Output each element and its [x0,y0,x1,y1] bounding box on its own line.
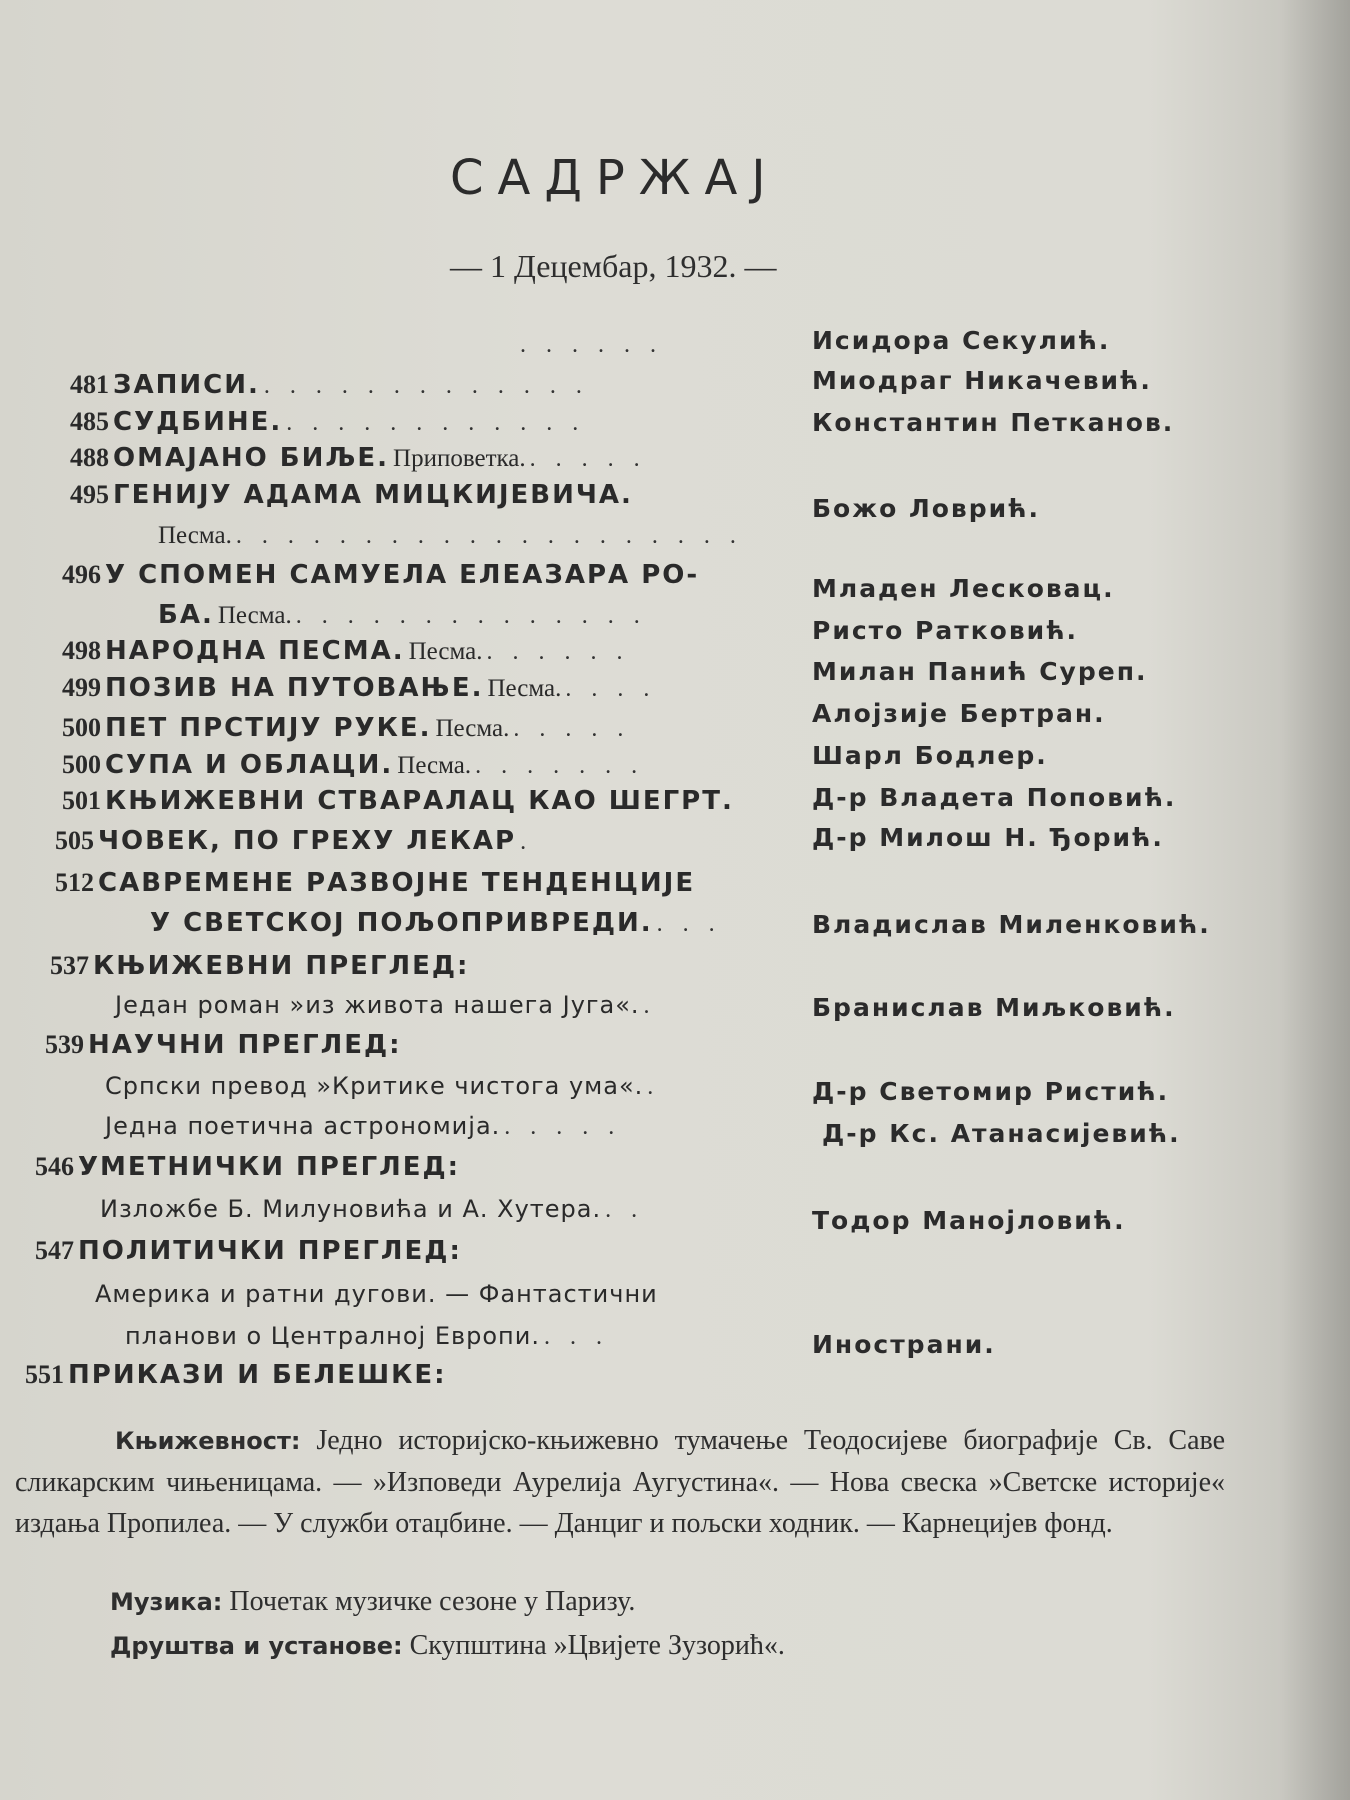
toc-author: Владислав Миленковић. [812,910,1211,939]
notes-societies-label: Друштва и установе: [110,1632,403,1660]
toc-entry-continuation [150,908,722,938]
toc-entry-continuation [158,522,743,550]
toc-entry-subtitle: Песма. [487,675,562,702]
toc-entry-title-continued: БА. [158,600,214,630]
toc-subentry-title: Српски превод »Критике чистога ума«. [105,1072,644,1100]
toc-leader-dots: . . . . . . [486,639,630,665]
toc-subentry [105,1072,660,1101]
toc-leader-dots: . . . . . [513,716,631,742]
toc-entry-title: ПОЛИТИЧКИ ПРЕГЛЕД: [78,1236,462,1266]
toc-entry-title: УМЕТНИЧКИ ПРЕГЛЕД: [78,1152,461,1182]
toc-entry-title: КЊИЖЕВНИ СТВАРАЛАЦ КАО ШЕГРТ. [105,786,734,816]
toc-entry-title: НАРОДНА ПЕСМА. [105,636,405,666]
notes-societies-text: Скупштина »Цвијете Зузорић«. [409,1630,785,1661]
toc-leader-dots: . . . . [565,676,657,702]
toc-entry-title: ОМАЈАНО БИЉЕ. [113,443,390,473]
toc-author: Миодраг Никачевић. [812,366,1152,395]
toc-page-number: 500 [62,750,101,779]
toc-entry-title: СУПА И ОБЛАЦИ. [105,750,394,780]
toc-page-number: 512 [55,868,94,897]
notes-societies [110,1630,785,1662]
toc-author: Младен Лесковац. [812,574,1115,603]
toc-subentry [105,1112,621,1141]
toc-entry [70,407,585,437]
toc-entry [62,713,630,743]
toc-author: Милан Панић Суреп. [812,657,1148,686]
toc-page-number: 539 [45,1030,84,1059]
toc-entry-title: ПРИКАЗИ И БЕЛЕШКЕ: [68,1360,447,1390]
toc-author: Исидора Секулић. [812,326,1111,355]
toc-subentry [100,1195,644,1224]
toc-leader-dots: . . . . . . . . . . . . . [263,373,589,399]
toc-subentry [95,1280,658,1308]
toc-entry-subtitle: Песма. [435,715,510,742]
toc-page-number: 547 [35,1236,74,1265]
toc-entry [25,1360,447,1390]
toc-page-number: 498 [62,636,101,665]
toc-subentry-title: Изложбе Б. Милуновића и А. Хутера. [100,1195,602,1223]
toc-leader-dots: . . [605,1197,645,1223]
toc-entry-subtitle: Песма. [217,602,292,629]
toc-entry [55,868,695,898]
toc-author: Инострани. [812,1330,996,1359]
toc-entry-title: ГЕНИЈУ АДАМА МИЦКИЈЕВИЧА. [113,480,633,510]
toc-page-number: 496 [62,560,101,589]
toc-leader-dots: . . . [656,911,722,937]
toc-entry-title: У СПОМЕН САМУЕЛА ЕЛЕАЗАРА РО- [105,560,700,590]
toc-entry [55,826,533,856]
notes-literature [15,1420,1225,1544]
toc-leader-dots: . . . . . . [520,332,663,358]
toc-leader-dots: . . . . . [504,1114,622,1140]
toc-page-number: 500 [62,713,101,742]
toc-entry-title: ПЕТ ПРСТИЈУ РУКЕ. [105,713,432,743]
toc-author: Д-р Светомир Ристић. [812,1077,1170,1106]
toc-page-number: 485 [70,407,109,436]
toc-entry [62,786,734,816]
toc-entry-title: ПОЗИВ НА ПУТОВАЊЕ. [105,673,484,703]
page-title: САДРЖАЈ [450,150,780,206]
toc-leader-dots: . . . [543,1324,609,1350]
toc-entry-title: ЧОВЕК, ПО ГРЕХУ ЛЕКАР [98,826,517,856]
toc-author: Тодор Манојловић. [812,1206,1126,1235]
toc-page-number: 488 [70,443,109,472]
toc-leader-dots: . . . . . . . . . . . . . . [295,603,647,629]
toc-page-number: 537 [50,951,89,980]
toc-entry-continuation [158,600,647,630]
toc-page-number: 546 [35,1152,74,1181]
toc-leader-dots: . [647,1074,661,1100]
page-edge-shadow [1280,0,1350,1800]
toc-entry [70,443,647,473]
toc-author: Константин Петканов. [812,408,1175,437]
toc-page-number: 481 [70,370,109,399]
toc-subentry-title: Америка и ратни дугови. — Фантастични [95,1280,658,1308]
toc-entry-title: ЗАПИСИ. [113,370,260,400]
toc-page-number: 505 [55,826,94,855]
toc-entry [50,951,469,981]
toc-entry-subtitle: Песма. [397,752,472,779]
toc-leader-dots: . . . . . . . . . . . . [286,410,586,436]
issue-date: — 1 Децембар, 1932. — [450,248,777,284]
toc-author: Ристо Ратковић. [812,616,1079,645]
toc-entry [62,673,656,703]
toc-page-number: 499 [62,673,101,702]
toc-author: Алојзије Бертран. [812,699,1106,728]
notes-music-text: Почетак музичке сезоне у Паризу. [229,1586,636,1617]
toc-leader-dots: . [520,829,534,855]
toc-author: Шарл Бодлер. [812,741,1048,770]
toc-entry [62,636,629,666]
toc-entry [70,480,633,510]
toc-leader-dots: . [643,993,657,1019]
toc-subentry-title: Једна поетична астрономија. [105,1112,501,1140]
toc-entry-subtitle: Песма. [408,638,483,665]
toc-author: Д-р Владета Поповић. [812,783,1177,812]
toc-entry-title: САВРЕМЕНЕ РАЗВОЈНЕ ТЕНДЕНЦИЈЕ [98,868,696,898]
toc-leader-dots: . . . . . . . . . . . . . . . . . . . . [235,523,743,549]
toc-subentry-title-continued: планови о Централној Европи. [125,1322,540,1350]
toc-page-number: 495 [70,480,109,509]
toc-subentry-continuation [125,1322,609,1351]
notes-music-label: Музика: [110,1588,223,1616]
toc-author: Божо Ловрић. [812,494,1041,523]
toc-author: Бранислав Миљковић. [812,993,1176,1022]
toc-entry-title: КЊИЖЕВНИ ПРЕГЛЕД: [93,951,470,981]
toc-page-number: 551 [25,1360,64,1389]
notes-literature-text: Једно историјско-књижевно тумачење Теодосијеве биографије Св. Саве сликарским чињеницама. — »Изповеди Аурелија Аугустина«. — Нова свеска »Светске историје« издања Пропилеа. — У служби отаџбине. — Данциг и пољски ходник. — Карнецијев фонд. [15,1425,1225,1539]
toc-entry [62,560,699,590]
toc-leader-dots: . . . . . [529,446,647,472]
toc-subentry [115,991,657,1020]
toc-author: Д-р Милош Н. Ђорић. [812,823,1164,852]
toc-leader-dots: . . . . . . . [475,753,645,779]
toc-entry [70,370,589,400]
toc-author: Д-р Кс. Атанасијевић. [822,1119,1181,1148]
toc-page-number: 501 [62,786,101,815]
toc-entry-title: СУДБИНЕ. [113,407,283,437]
toc-entry-title-continued: У СВЕТСКОЈ ПОЉОПРИВРЕДИ. [150,908,653,938]
toc-subentry-title: Један роман »из живота нашега Југа«. [115,991,640,1019]
notes-literature-label: Књижевност: [115,1427,301,1455]
toc-entry [45,1030,402,1060]
toc-entry [35,1152,460,1182]
toc-entry-title: НАУЧНИ ПРЕГЛЕД: [88,1030,402,1060]
toc-entry [35,1236,462,1266]
toc-entry-subtitle: Приповетка. [393,445,526,472]
notes-music [110,1586,635,1618]
toc-entry-subtitle: Песма. [158,522,232,549]
toc-entry [62,750,644,780]
